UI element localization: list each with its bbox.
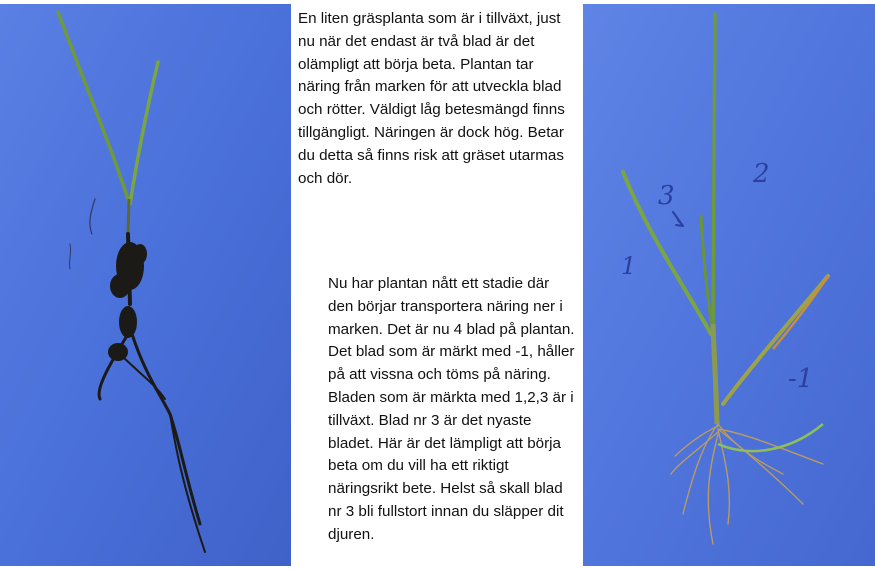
blue-backdrop [0, 4, 291, 566]
leaf-2-shape [713, 14, 715, 324]
leaf-label-3: 3 [658, 181, 675, 211]
seedling-illustration [0, 4, 291, 566]
caption-four-leaf-stage: Nu har plantan nått ett stadie där den börjar transportera näring ner i marken. Det är nu 4 blad på plantan. Det blad som är märkt med -1, håller på att vissna och töms på näring. Bladen som är märkta med 1,2,3 är i tillväxt. Blad nr 3 är det nyaste bladet. Här är det lämpligt att börja beta om du vill ha ett riktigt näringsrikt bete. Helst så skall blad nr 3 bli fullstort innan du släpper dit djuren. [328, 275, 575, 543]
plant-illustration [583, 4, 875, 566]
leaf-label-2: 2 [753, 159, 770, 189]
blue-backdrop [583, 4, 875, 566]
leaf-label-1: 1 [621, 252, 637, 280]
leaf-label-minus-1: -1 [788, 364, 814, 394]
photo-seedling-two-leaves [0, 4, 291, 566]
photo-plant-four-leaves [583, 4, 875, 566]
caption-two-leaf-stage: En liten gräsplanta som är i tillväxt, just nu när det endast är två blad är det olämpligt att börja beta. Plantan tar näring från marken för att utveckla blad och rötter. Väldigt låg betesmängd finns tillgängligt. Näringen är dock hög. Betar du detta så finns risk att gräset utarmas och dör. [298, 10, 565, 187]
